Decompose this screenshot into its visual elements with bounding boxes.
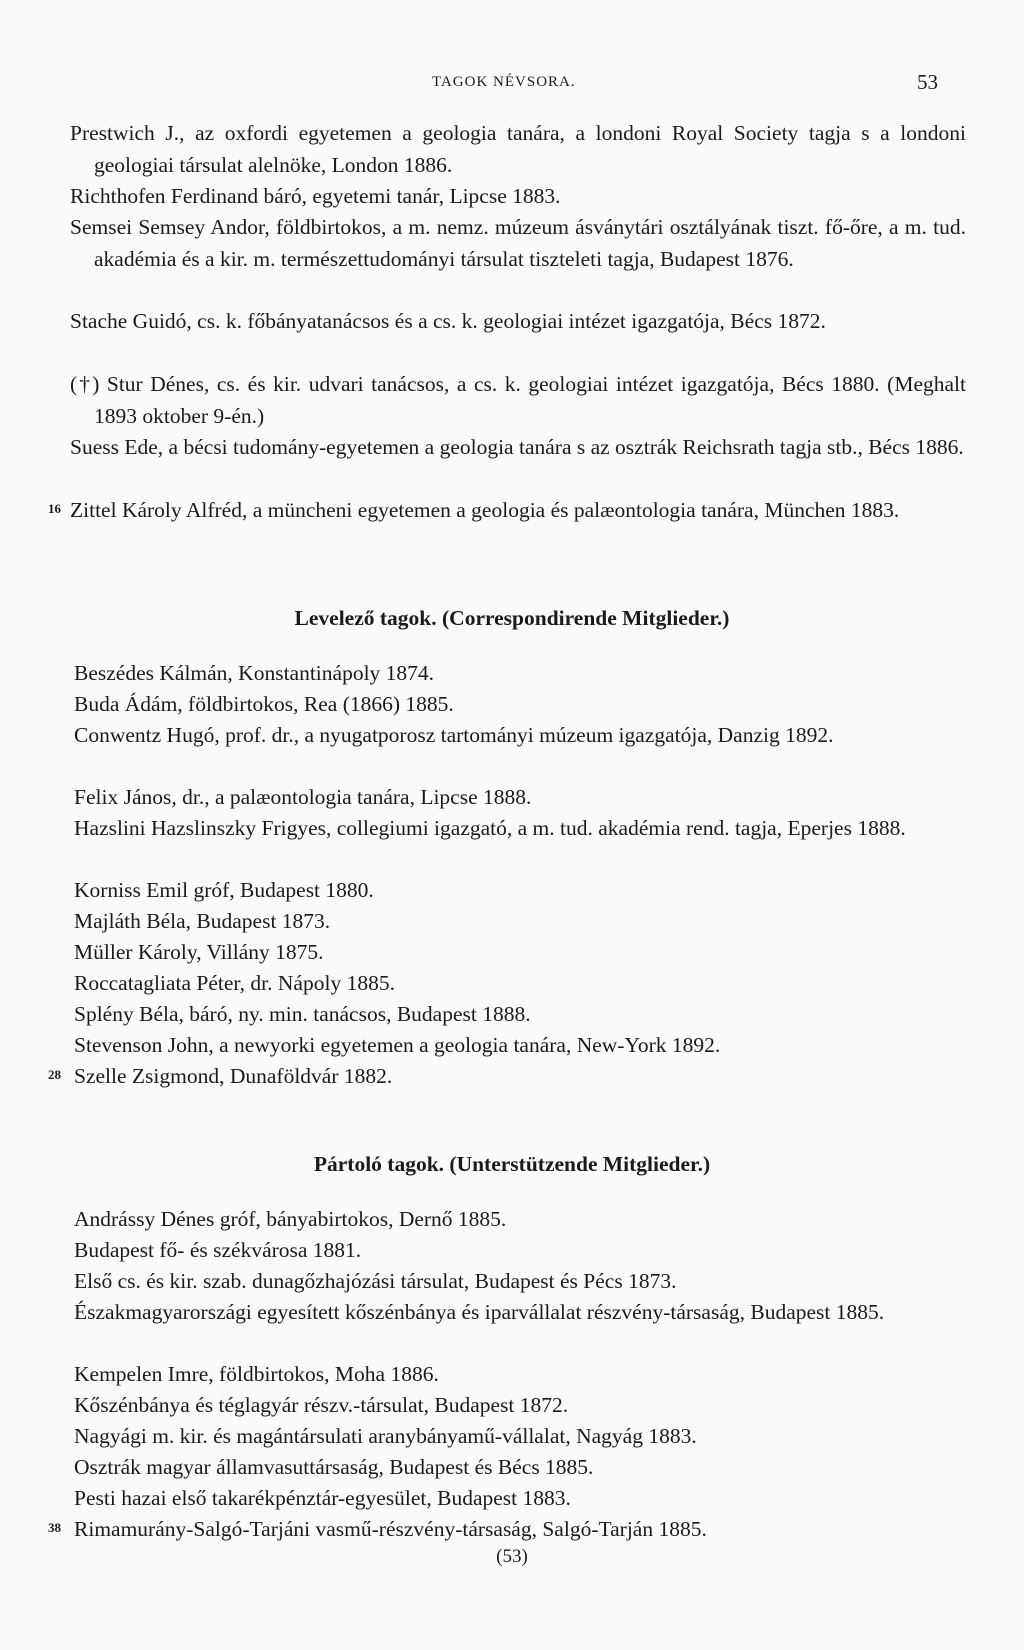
member-entry: Nagyági m. kir. és magántársulati aranybányamű-vállalat, Nagyág 1883. [74,1424,697,1448]
member-entry: Hazslini Hazslinszky Frigyes, collegiumi igazgató, a m. tud. akadémia rend. tagja, Eperjes 1888. [74,816,906,840]
member-entry: Roccatagliata Péter, dr. Nápoly 1885. [74,971,395,995]
section-title-corresponding-members: Levelező tagok. (Correspondirende Mitglieder.) [294,606,730,630]
member-entry: Andrássy Dénes gróf, bányabirtokos, Dernő 1885. [74,1207,507,1231]
member-entry: Felix János, dr., a palæontologia tanára, Lipcse 1888. [74,785,532,809]
member-entry: Majláth Béla, Budapest 1873. [74,909,331,933]
member-entry: Osztrák magyar államvasuttársaság, Budapest és Bécs 1885. [74,1455,594,1479]
member-entry: Suess Ede, a bécsi tudomány-egyetemen a geologia tanára s az osztrák Reichsrath tagja stb., Bécs 1886. [70,435,964,459]
member-entry: Rimamurány-Salgó-Tarjáni vasmű-részvény-társaság, Salgó-Tarján 1885. [74,1517,707,1541]
member-entry: Budapest fő- és székvárosa 1881. [74,1238,362,1262]
member-entry: Kempelen Imre, földbirtokos, Moha 1886. [74,1362,439,1386]
member-entry: Korniss Emil gróf, Budapest 1880. [74,878,374,902]
running-title: TAGOK NÉVSORA. [432,74,576,90]
member-entry: (†) Stur Dénes, cs. és kir. udvari tanácsos, a cs. k. geologiai intézet igazgatója, Bécs 1880. (Meghalt 1893 oktober 9-én.) [70,372,966,428]
member-entry: Stache Guidó, cs. k. főbányatanácsos és a cs. k. geologiai intézet igazgatója, Bécs 1872. [70,309,826,333]
page-number: 53 [917,70,938,94]
member-entry: Első cs. és kir. szab. dunagőzhajózási társulat, Budapest és Pécs 1873. [74,1269,677,1293]
member-entry: Kőszénbánya és téglagyár részv.-társulat, Budapest 1872. [74,1393,569,1417]
member-entry: Müller Károly, Villány 1875. [74,940,324,964]
folio: (53) [496,1546,528,1567]
section-title-supporting-members: Pártoló tagok. (Unterstützende Mitglieder.) [313,1152,711,1176]
member-entry: Stevenson John, a newyorki egyetemen a geologia tanára, New-York 1892. [74,1033,721,1057]
member-entry: Északmagyarországi egyesített kőszénbánya és iparvállalat részvény-társaság, Budapest 1885. [74,1300,885,1324]
member-entry: Pesti hazai első takarékpénztár-egyesület, Budapest 1883. [74,1486,571,1510]
member-entry: Zittel Károly Alfréd, a müncheni egyetemen a geologia és palæontologia tanára, München 1883. [70,498,900,522]
running-head [0,70,1024,98]
member-entry: Szelle Zsigmond, Dunaföldvár 1882. [74,1064,393,1088]
member-entry: Richthofen Ferdinand báró, egyetemi tanár, Lipcse 1883. [70,184,561,208]
margin-line-number: 16 [48,501,61,516]
member-entry: Prestwich J., az oxfordi egyetemen a geologia tanára, a londoni Royal Society tagja s a londoni geologiai társulat alelnöke, London 1886. [70,121,966,177]
member-entry: Splény Béla, báró, ny. min. tanácsos, Budapest 1888. [74,1002,531,1026]
margin-line-number: 28 [48,1067,61,1082]
member-entry: Conwentz Hugó, prof. dr., a nyugatporosz tartományi múzeum igazgatója, Danzig 1892. [74,723,834,747]
member-entry: Buda Ádám, földbirtokos, Rea (1866) 1885. [74,692,454,716]
member-entry: Semsei Semsey Andor, földbirtokos, a m. nemz. múzeum ásványtári osztályának tiszt. fő-őre, a m. tud. akadémia és a kir. m. természettudományi társulat tiszteleti tagja, Budapest 1876. [70,215,966,271]
margin-line-number: 38 [48,1520,61,1535]
member-entry: Beszédes Kálmán, Konstantinápoly 1874. [74,661,435,685]
